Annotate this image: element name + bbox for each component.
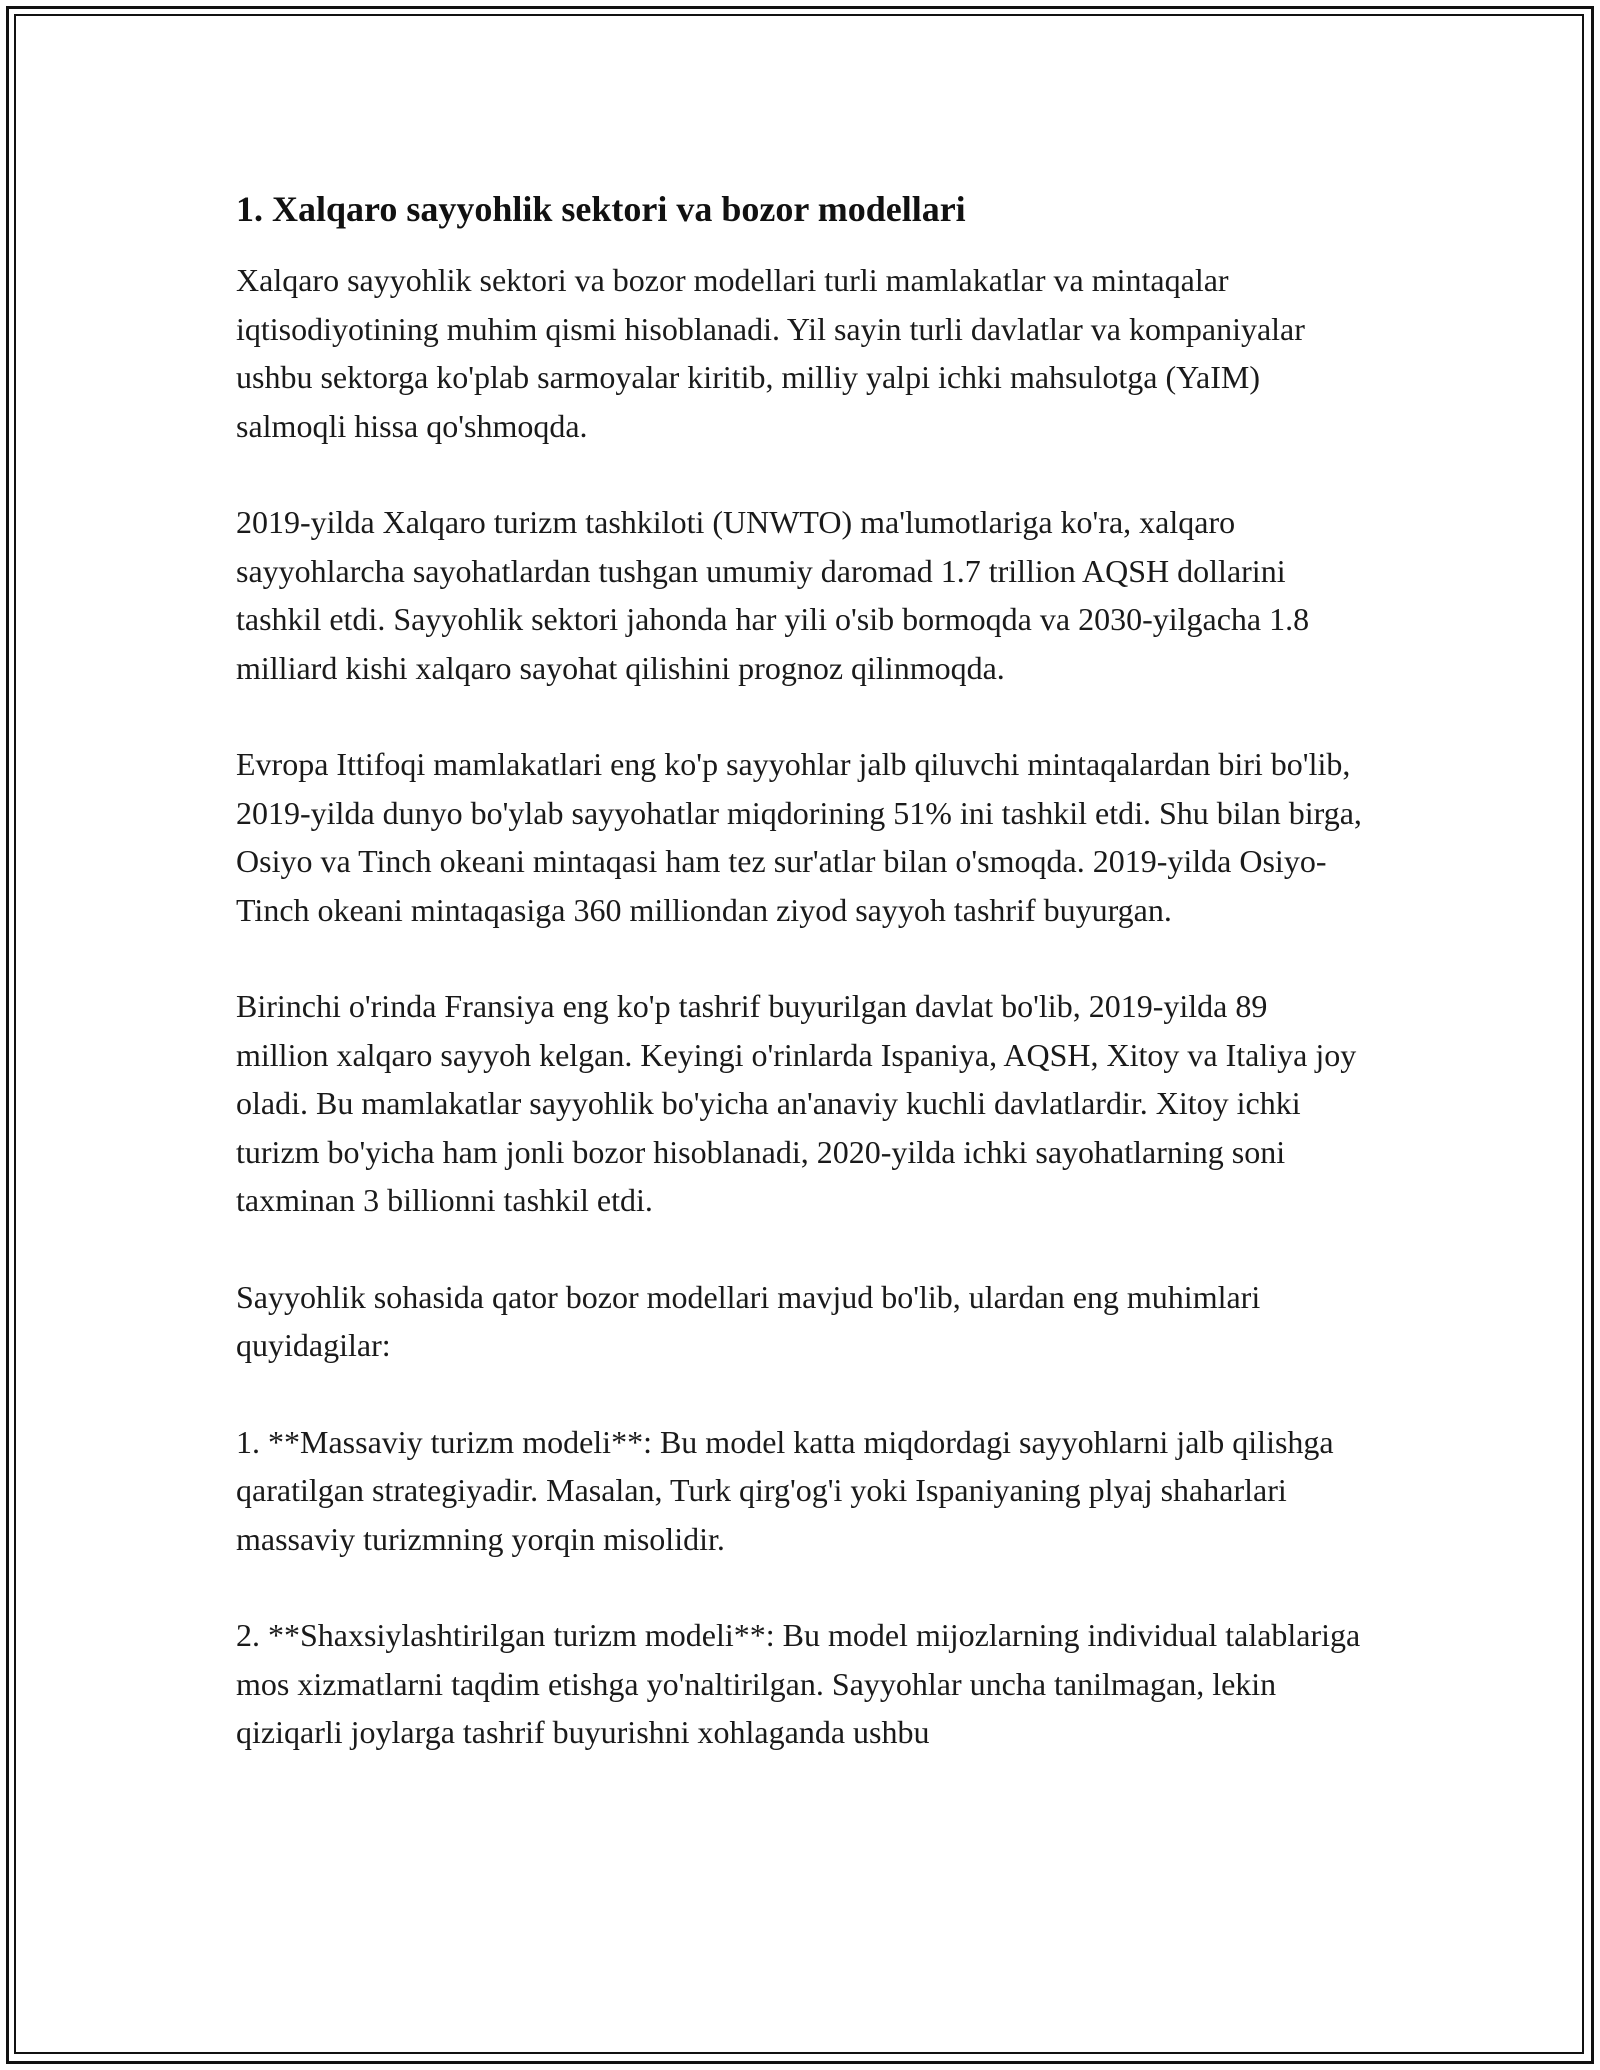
- section-heading: 1. Xalqaro sayyohlik sektori va bozor modellari: [236, 189, 966, 229]
- list-item-personalized-tourism: 2. **Shaxsiylashtirilgan turizm modeli**: Bu model mijozlarning individual talablariga mos xizmatlarni taqdim etishga yo'naltirilgan. Sayyohlar uncha tanilmagan, lekin qiziqarli joylarga tashrif buyurishni xohlaganda ushbu: [236, 1617, 1361, 1750]
- paragraph-regions: Evropa Ittifoqi mamlakatlari eng ko'p sayyohlar jalb qiluvchi mintaqalardan biri bo'lib, 2019-yilda dunyo bo'ylab sayyohatlar miqdorining 51% ini tashkil etdi. Shu bilan birga, Osiyo va Tinch okeani mintaqasi ham tez sur'atlar bilan o'smoqda. 2019-yilda Osiyo-Tinch okeani mintaqasiga 360 milliondan ziyod sayyoh tashrif buyurgan.: [236, 746, 1362, 928]
- paragraph-top-countries: Birinchi o'rinda Fransiya eng ko'p tashrif buyurilgan davlat bo'lib, 2019-yilda 89 million xalqaro sayyoh kelgan. Keyingi o'rinlarda Ispaniya, AQSH, Xitoy va Italiya joy oladi. Bu mamlakatlar sayyohlik bo'yicha an'anaviy kuchli davlatlardir. Xitoy ichki turizm bo'yicha ham jonli bozor hisoblanadi, 2020-yilda ichki sayohatlarning soni taxminan 3 billionni tashkil etdi.: [236, 988, 1357, 1218]
- list-item-mass-tourism: 1. **Massaviy turizm modeli**: Bu model katta miqdordagi sayyohlarni jalb qilishga qaratilgan strategiyadir. Masalan, Turk qirg'og'i yoki Ispaniyaning plyaj shaharlari massaviy turizmning yorqin misolidir.: [236, 1423, 1334, 1557]
- paragraph-intro: Xalqaro sayyohlik sektori va bozor modellari turli mamlakatlar va mintaqalar iqtisodiyotining muhim qismi hisoblanadi. Yil sayin turli davlatlar va kompaniyalar ushbu sektorga ko'plab sarmoyalar kiritib, milliy yalpi ichki mahsulotga (YaIM) salmoqli hissa qo'shmoqda.: [236, 262, 1305, 444]
- paragraph-market-models-intro: Sayyohlik sohasida qator bozor modellari mavjud bo'lib, ulardan eng muhimlari quyidagilar:: [236, 1278, 1261, 1363]
- paragraph-unwto-statistics: 2019-yilda Xalqaro turizm tashkiloti (UNWTO) ma'lumotlariga ko'ra, xalqaro sayyohlarcha sayohatlardan tushgan umumiy daromad 1.7 trillion AQSH dollarini tashkil etdi. Sayyohlik sektori jahonda har yili o'sib bormoqda va 2030-yilgacha 1.8 milliard kishi xalqaro sayohat qilishini prognoz qilinmoqda.: [236, 504, 1310, 686]
- document-body: [236, 186, 1366, 1757]
